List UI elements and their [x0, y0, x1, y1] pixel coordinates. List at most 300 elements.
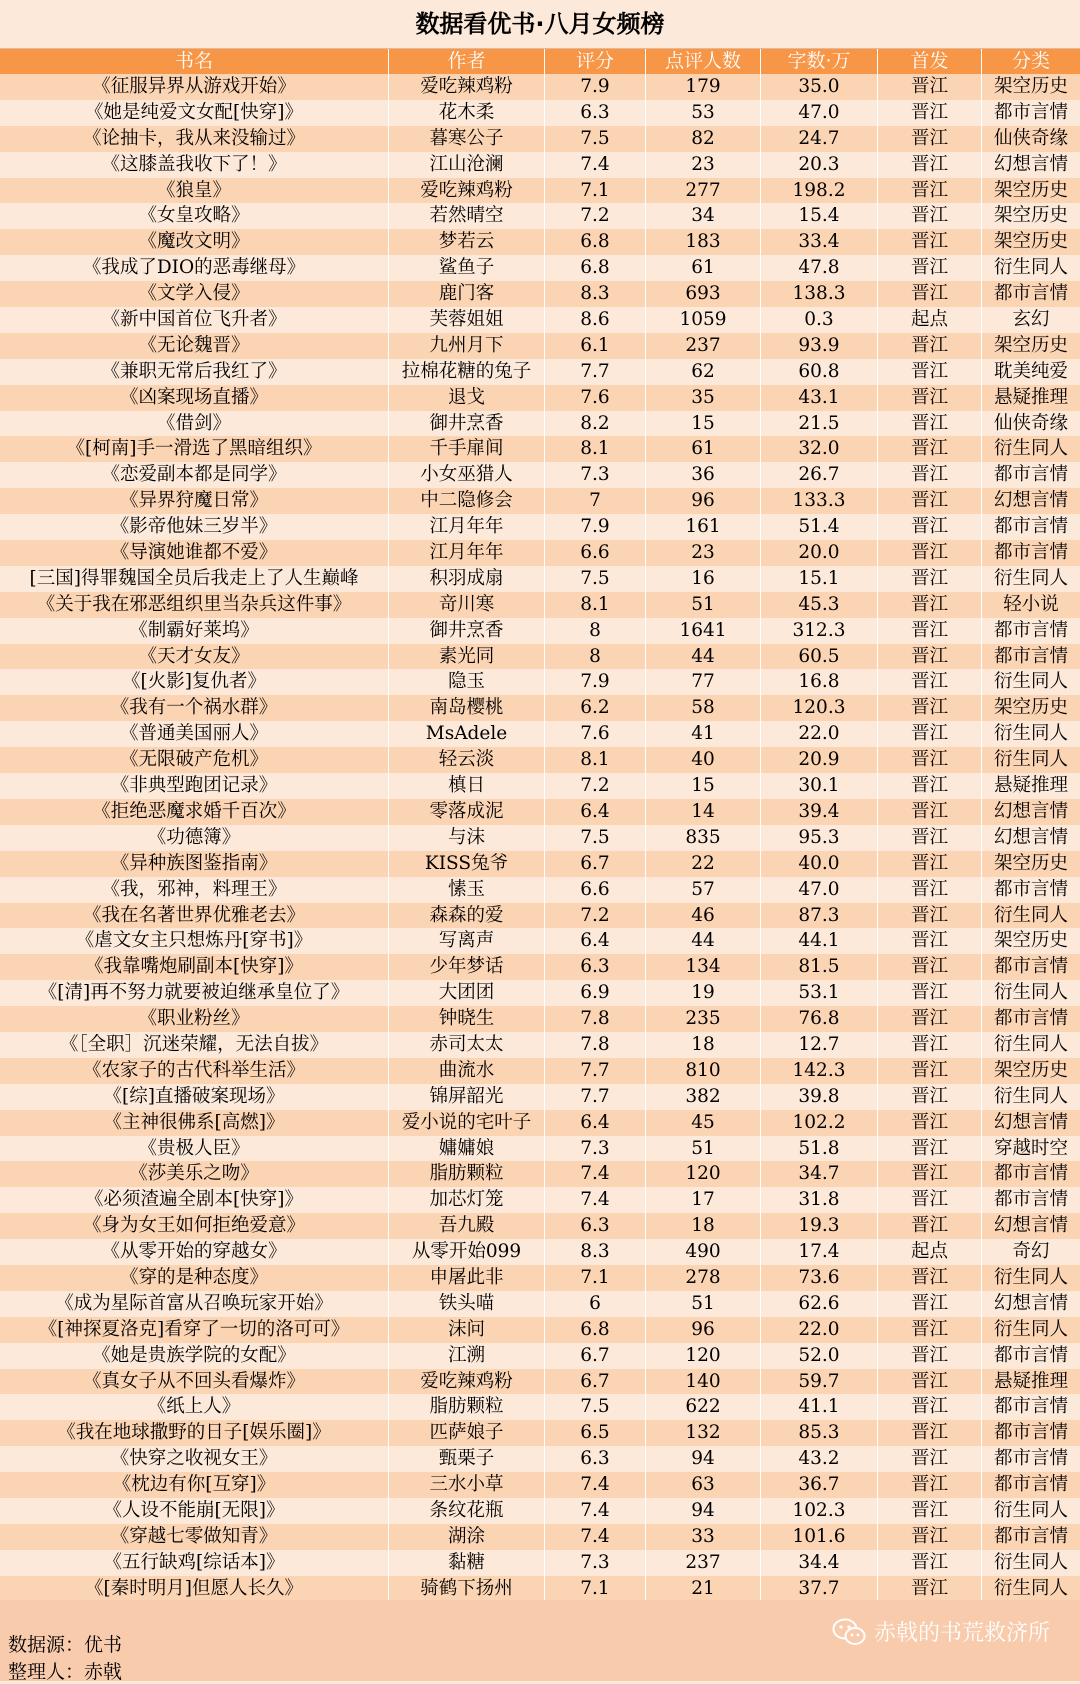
cell-score: 7.4 [545, 1498, 646, 1524]
cell-title: 《凶案现场直播》 [0, 385, 389, 411]
cell-platform: 晋江 [878, 1524, 982, 1550]
cell-title: 《[综]直播破案现场》 [0, 1084, 389, 1110]
cell-title: 《身为女王如何拒绝爱意》 [0, 1213, 389, 1239]
cell-category: 衍生同人 [993, 982, 1068, 1004]
cell-words: 52.0 [761, 1343, 878, 1369]
cell-platform: 晋江 [878, 281, 982, 307]
table-row [0, 1110, 1080, 1136]
cell-author: 小女巫猎人 [389, 462, 545, 488]
cell-platform: 晋江 [878, 1265, 982, 1291]
table-row [0, 1317, 1080, 1343]
cell-words: 15.1 [761, 566, 878, 592]
cell-reviews: 1641 [646, 618, 761, 644]
cell-platform: 晋江 [878, 877, 982, 903]
cell-title: 《恋爱副本都是同学》 [0, 462, 389, 488]
cell-words: 59.7 [761, 1369, 878, 1395]
cell-score: 7.4 [545, 1524, 646, 1550]
cell-words: 20.9 [761, 747, 878, 773]
cell-category: 衍生同人 [993, 257, 1068, 279]
cell-words: 15.4 [761, 203, 878, 229]
cell-platform: 起点 [878, 307, 982, 333]
table-row [0, 1239, 1080, 1265]
cell-author: 中二隐修会 [389, 488, 545, 514]
cell-category: 都市言情 [993, 1163, 1068, 1185]
cell-reviews: 622 [646, 1394, 761, 1420]
cell-platform: 晋江 [878, 1576, 982, 1602]
cell-score: 7.9 [545, 514, 646, 540]
cell-words: 0.3 [761, 307, 878, 333]
cell-author: 锦屏韶光 [389, 1084, 545, 1110]
cell-words: 24.7 [761, 126, 878, 152]
cell-author: 爱吃辣鸡粉 [389, 178, 545, 204]
cell-category: 都市言情 [993, 1525, 1068, 1547]
cell-reviews: 15 [646, 411, 761, 437]
cell-category: 衍生同人 [993, 1033, 1068, 1055]
cell-words: 37.7 [761, 1576, 878, 1602]
cell-reviews: 183 [646, 229, 761, 255]
cell-score: 7 [545, 488, 646, 514]
cell-title: 《农家子的古代科举生活》 [0, 1058, 389, 1084]
cell-reviews: 134 [646, 954, 761, 980]
cell-score: 7.1 [545, 178, 646, 204]
cell-score: 7.3 [545, 1550, 646, 1576]
cell-reviews: 77 [646, 669, 761, 695]
cell-title: 《我有一个祸水群》 [0, 695, 389, 721]
cell-title: 《[柯南]手一滑选了黑暗组织》 [0, 436, 389, 462]
cell-score: 6.6 [545, 877, 646, 903]
cell-title: 《导演她谁都不爱》 [0, 540, 389, 566]
cell-platform: 晋江 [878, 1161, 982, 1187]
cell-platform: 晋江 [878, 1110, 982, 1136]
table-row [0, 1032, 1080, 1058]
cell-category: 悬疑推理 [993, 1370, 1068, 1392]
cell-words: 47.0 [761, 877, 878, 903]
cell-category: 衍生同人 [993, 1551, 1068, 1573]
cell-platform: 晋江 [878, 644, 982, 670]
cell-author: 千手扉间 [389, 436, 545, 462]
brand [832, 1616, 1050, 1647]
cell-category: 都市言情 [993, 1396, 1068, 1418]
cell-score: 6 [545, 1291, 646, 1317]
cell-score: 8.1 [545, 747, 646, 773]
cell-reviews: 44 [646, 928, 761, 954]
cell-platform: 晋江 [878, 488, 982, 514]
table-row [0, 1369, 1080, 1395]
cell-reviews: 810 [646, 1058, 761, 1084]
table-row [0, 229, 1080, 255]
cell-platform: 晋江 [878, 178, 982, 204]
cell-category: 幻想言情 [993, 826, 1068, 848]
cell-title: 《快穿之收视女王》 [0, 1446, 389, 1472]
cell-category: 都市言情 [993, 1422, 1068, 1444]
cell-words: 43.2 [761, 1446, 878, 1472]
table-row [0, 695, 1080, 721]
cell-author: 爱吃辣鸡粉 [389, 1369, 545, 1395]
cell-platform: 晋江 [878, 1550, 982, 1576]
cell-title: 《穿越七零做知青》 [0, 1524, 389, 1550]
cell-title: 《我靠嘴炮刷副本[快穿]》 [0, 954, 389, 980]
cell-reviews: 132 [646, 1420, 761, 1446]
cell-words: 22.0 [761, 721, 878, 747]
cell-reviews: 23 [646, 540, 761, 566]
cell-words: 76.8 [761, 1006, 878, 1032]
cell-score: 7.1 [545, 1576, 646, 1602]
cell-words: 47.0 [761, 100, 878, 126]
cell-title: 《论抽卡，我从来没输过》 [0, 126, 389, 152]
cell-platform: 晋江 [878, 1291, 982, 1317]
cell-category: 幻想言情 [993, 490, 1068, 512]
table-row [0, 799, 1080, 825]
cell-author: 御井烹香 [389, 618, 545, 644]
cell-title: 《我，邪神，料理王》 [0, 877, 389, 903]
cell-score: 7.6 [545, 385, 646, 411]
cell-reviews: 23 [646, 152, 761, 178]
cell-author: 写离声 [389, 928, 545, 954]
cell-author: MsAdele [389, 721, 545, 747]
cell-author: 骑鹤下扬州 [389, 1576, 545, 1602]
cell-category: 都市言情 [993, 283, 1068, 305]
cell-reviews: 57 [646, 877, 761, 903]
cell-words: 39.8 [761, 1084, 878, 1110]
cell-platform: 晋江 [878, 1369, 982, 1395]
cell-author: 积羽成扇 [389, 566, 545, 592]
cell-platform: 晋江 [878, 540, 982, 566]
cell-words: 142.3 [761, 1058, 878, 1084]
cell-title: 《[火影]复仇者》 [0, 669, 389, 695]
cell-platform: 晋江 [878, 100, 982, 126]
table-row [0, 851, 1080, 877]
table-row [0, 1343, 1080, 1369]
cell-words: 51.4 [761, 514, 878, 540]
cell-words: 62.6 [761, 1291, 878, 1317]
cell-reviews: 382 [646, 1084, 761, 1110]
cell-score: 7.5 [545, 1394, 646, 1420]
cell-words: 138.3 [761, 281, 878, 307]
cell-score: 7.2 [545, 773, 646, 799]
cell-reviews: 161 [646, 514, 761, 540]
cell-author: 九州月下 [389, 333, 545, 359]
cell-words: 87.3 [761, 903, 878, 929]
cell-reviews: 235 [646, 1006, 761, 1032]
cell-category: 玄幻 [1012, 309, 1050, 331]
table-row [0, 1472, 1080, 1498]
cell-author: 梦若云 [389, 229, 545, 255]
cell-score: 6.4 [545, 799, 646, 825]
cell-platform: 晋江 [878, 695, 982, 721]
cell-category: 衍生同人 [993, 1499, 1068, 1521]
cell-reviews: 61 [646, 255, 761, 281]
cell-words: 120.3 [761, 695, 878, 721]
table-row [0, 825, 1080, 851]
table-body [0, 74, 1080, 1602]
table-row [0, 1291, 1080, 1317]
cell-category: 衍生同人 [993, 671, 1068, 693]
cell-platform: 晋江 [878, 773, 982, 799]
table-row [0, 1161, 1080, 1187]
cell-title: 《借剑》 [0, 411, 389, 437]
cell-author: 槙日 [389, 773, 545, 799]
cell-reviews: 237 [646, 1550, 761, 1576]
cell-score: 7.7 [545, 359, 646, 385]
table-row [0, 644, 1080, 670]
header-category: 分类 [1011, 50, 1050, 72]
cell-reviews: 44 [646, 644, 761, 670]
cell-platform: 晋江 [878, 229, 982, 255]
table-row [0, 385, 1080, 411]
cell-words: 20.0 [761, 540, 878, 566]
cell-category: 衍生同人 [993, 904, 1068, 926]
cell-category: 架空历史 [993, 697, 1068, 719]
cell-platform: 晋江 [878, 152, 982, 178]
table-row [0, 126, 1080, 152]
cell-reviews: 45 [646, 1110, 761, 1136]
cell-words: 33.4 [761, 229, 878, 255]
cell-words: 16.8 [761, 669, 878, 695]
cell-category: 奇幻 [1012, 1241, 1050, 1263]
data-source: 数据源：优书 [8, 1634, 123, 1656]
cell-platform: 晋江 [878, 126, 982, 152]
cell-platform: 晋江 [878, 359, 982, 385]
cell-platform: 晋江 [878, 1317, 982, 1343]
cell-author: 从零开始099 [389, 1239, 545, 1265]
cell-words: 40.0 [761, 851, 878, 877]
cell-title: 《狼皇》 [0, 178, 389, 204]
table-row [0, 1084, 1080, 1110]
cell-title: 《[神探夏洛克]看穿了一切的洛可可》 [0, 1317, 389, 1343]
cell-score: 6.7 [545, 1343, 646, 1369]
table-row [0, 954, 1080, 980]
cell-author: 鲨鱼子 [389, 255, 545, 281]
cell-words: 81.5 [761, 954, 878, 980]
cell-author: 素光同 [389, 644, 545, 670]
cell-reviews: 277 [646, 178, 761, 204]
table-row [0, 566, 1080, 592]
table-row [0, 669, 1080, 695]
table-row [0, 100, 1080, 126]
table-row [0, 747, 1080, 773]
organizer: 整理人：赤戟 [8, 1661, 123, 1683]
cell-score: 7.9 [545, 74, 646, 100]
cell-reviews: 58 [646, 695, 761, 721]
cell-author: 退戈 [389, 385, 545, 411]
cell-words: 34.7 [761, 1161, 878, 1187]
cell-platform: 晋江 [878, 514, 982, 540]
cell-reviews: 17 [646, 1187, 761, 1213]
table-row [0, 1136, 1080, 1162]
cell-title: 《虐文女主只想炼丹[穿书]》 [0, 928, 389, 954]
cell-reviews: 46 [646, 903, 761, 929]
table-row [0, 928, 1080, 954]
cell-title: 《无限破产危机》 [0, 747, 389, 773]
cell-score: 6.8 [545, 229, 646, 255]
table-row [0, 1058, 1080, 1084]
table-row [0, 411, 1080, 437]
header-words: 字数·万 [761, 49, 878, 74]
cell-author: 湖涂 [389, 1524, 545, 1550]
cell-score: 7.6 [545, 721, 646, 747]
header-platform: 首发 [878, 49, 982, 74]
cell-title: 《天才女友》 [0, 644, 389, 670]
cell-title: 《纸上人》 [0, 1394, 389, 1420]
cell-score: 8.6 [545, 307, 646, 333]
footer [0, 1600, 1080, 1681]
table-row [0, 980, 1080, 1006]
cell-reviews: 22 [646, 851, 761, 877]
cell-title: 《成为星际首富从召唤玩家开始》 [0, 1291, 389, 1317]
cell-title: 《女皇攻略》 [0, 203, 389, 229]
cell-reviews: 18 [646, 1032, 761, 1058]
cell-words: 198.2 [761, 178, 878, 204]
cell-category: 都市言情 [993, 516, 1068, 538]
cell-platform: 晋江 [878, 385, 982, 411]
cell-reviews: 62 [646, 359, 761, 385]
cell-score: 6.5 [545, 1420, 646, 1446]
cell-title: 《制霸好莱坞》 [0, 618, 389, 644]
cell-reviews: 96 [646, 488, 761, 514]
cell-platform: 晋江 [878, 954, 982, 980]
cell-category: 架空历史 [993, 231, 1068, 253]
cell-author: 黏糖 [389, 1550, 545, 1576]
cell-score: 6.3 [545, 1446, 646, 1472]
wechat-icon [832, 1618, 866, 1646]
cell-score: 7.2 [545, 203, 646, 229]
cell-category: 都市言情 [993, 619, 1068, 641]
cell-category: 架空历史 [993, 179, 1068, 201]
cell-platform: 晋江 [878, 1420, 982, 1446]
cell-score: 8 [545, 618, 646, 644]
cell-author: 轻云淡 [389, 747, 545, 773]
cell-platform: 晋江 [878, 411, 982, 437]
cell-category: 架空历史 [993, 852, 1068, 874]
table-row [0, 1524, 1080, 1550]
cell-title: [三国]得罪魏国全员后我走上了人生巅峰 [0, 566, 389, 592]
cell-title: 《贵极人臣》 [0, 1136, 389, 1162]
cell-words: 102.3 [761, 1498, 878, 1524]
cell-category: 幻想言情 [993, 153, 1068, 175]
cell-score: 6.4 [545, 1110, 646, 1136]
table-row [0, 721, 1080, 747]
cell-title: 《征服异界从游戏开始》 [0, 74, 389, 100]
cell-platform: 晋江 [878, 1394, 982, 1420]
cell-score: 7.3 [545, 462, 646, 488]
cell-words: 36.7 [761, 1472, 878, 1498]
cell-reviews: 82 [646, 126, 761, 152]
cell-platform: 晋江 [878, 747, 982, 773]
cell-score: 7.8 [545, 1006, 646, 1032]
cell-words: 312.3 [761, 618, 878, 644]
cell-words: 17.4 [761, 1239, 878, 1265]
cell-category: 幻想言情 [993, 800, 1068, 822]
cell-words: 31.8 [761, 1187, 878, 1213]
cell-author: 江月年年 [389, 514, 545, 540]
cell-reviews: 51 [646, 592, 761, 618]
cell-platform: 晋江 [878, 1343, 982, 1369]
cell-title: 《她是贵族学院的女配》 [0, 1343, 389, 1369]
cell-words: 20.3 [761, 152, 878, 178]
cell-platform: 晋江 [878, 1006, 982, 1032]
table-row [0, 307, 1080, 333]
cell-reviews: 835 [646, 825, 761, 851]
cell-author: 少年梦话 [389, 954, 545, 980]
cell-reviews: 490 [646, 1239, 761, 1265]
cell-score: 7.4 [545, 1472, 646, 1498]
cell-reviews: 63 [646, 1472, 761, 1498]
cell-words: 47.8 [761, 255, 878, 281]
cell-score: 7.4 [545, 152, 646, 178]
cell-author: 与沫 [389, 825, 545, 851]
cell-title: 《职业粉丝》 [0, 1006, 389, 1032]
cell-reviews: 35 [646, 385, 761, 411]
cell-reviews: 19 [646, 980, 761, 1006]
cell-platform: 晋江 [878, 799, 982, 825]
cell-category: 衍生同人 [993, 1318, 1068, 1340]
table-row [0, 773, 1080, 799]
header-score: 评分 [545, 49, 646, 74]
table-row [0, 333, 1080, 359]
cell-category: 都市言情 [993, 878, 1068, 900]
cell-score: 8.3 [545, 281, 646, 307]
cell-category: 都市言情 [993, 1189, 1068, 1211]
cell-score: 8.3 [545, 1239, 646, 1265]
cell-score: 6.7 [545, 851, 646, 877]
cell-category: 仙侠奇缘 [993, 127, 1068, 149]
cell-words: 32.0 [761, 436, 878, 462]
cell-score: 8 [545, 644, 646, 670]
cell-platform: 晋江 [878, 333, 982, 359]
cell-reviews: 33 [646, 1524, 761, 1550]
cell-words: 41.1 [761, 1394, 878, 1420]
cell-reviews: 51 [646, 1136, 761, 1162]
cell-score: 6.3 [545, 954, 646, 980]
cell-category: 轻小说 [1003, 593, 1059, 615]
brand-name: 赤戟的书荒救济所 [873, 1621, 1050, 1646]
cell-reviews: 16 [646, 566, 761, 592]
cell-title: 《必须渣遍全剧本[快穿]》 [0, 1187, 389, 1213]
cell-author: 江山沧澜 [389, 152, 545, 178]
cell-words: 51.8 [761, 1136, 878, 1162]
cell-category: 衍生同人 [993, 723, 1068, 745]
cell-author: 江溯 [389, 1343, 545, 1369]
table-row [0, 203, 1080, 229]
cell-words: 73.6 [761, 1265, 878, 1291]
cell-category: 幻想言情 [993, 1111, 1068, 1133]
cell-author: 鹿门客 [389, 281, 545, 307]
cell-author: 条纹花瓶 [389, 1498, 545, 1524]
table-row [0, 436, 1080, 462]
cell-author: 脂肪颗粒 [389, 1394, 545, 1420]
cell-title: 《异种族图鉴指南》 [0, 851, 389, 877]
cell-words: 45.3 [761, 592, 878, 618]
table-row [0, 903, 1080, 929]
table-header [0, 49, 1080, 74]
cell-score: 8.1 [545, 436, 646, 462]
cell-author: 铁头喵 [389, 1291, 545, 1317]
table-row [0, 1394, 1080, 1420]
cell-platform: 晋江 [878, 566, 982, 592]
cell-title: 《主神很佛系[高燃]》 [0, 1110, 389, 1136]
cell-platform: 晋江 [878, 462, 982, 488]
cell-category: 都市言情 [993, 464, 1068, 486]
header-reviews: 点评人数 [646, 49, 761, 74]
cell-score: 6.4 [545, 928, 646, 954]
cell-platform: 晋江 [878, 1446, 982, 1472]
cell-score: 7.4 [545, 1161, 646, 1187]
cell-author: 爱吃辣鸡粉 [389, 74, 545, 100]
header-author: 作者 [389, 49, 545, 74]
table-row [0, 1265, 1080, 1291]
table-row [0, 1498, 1080, 1524]
cell-platform: 晋江 [878, 928, 982, 954]
